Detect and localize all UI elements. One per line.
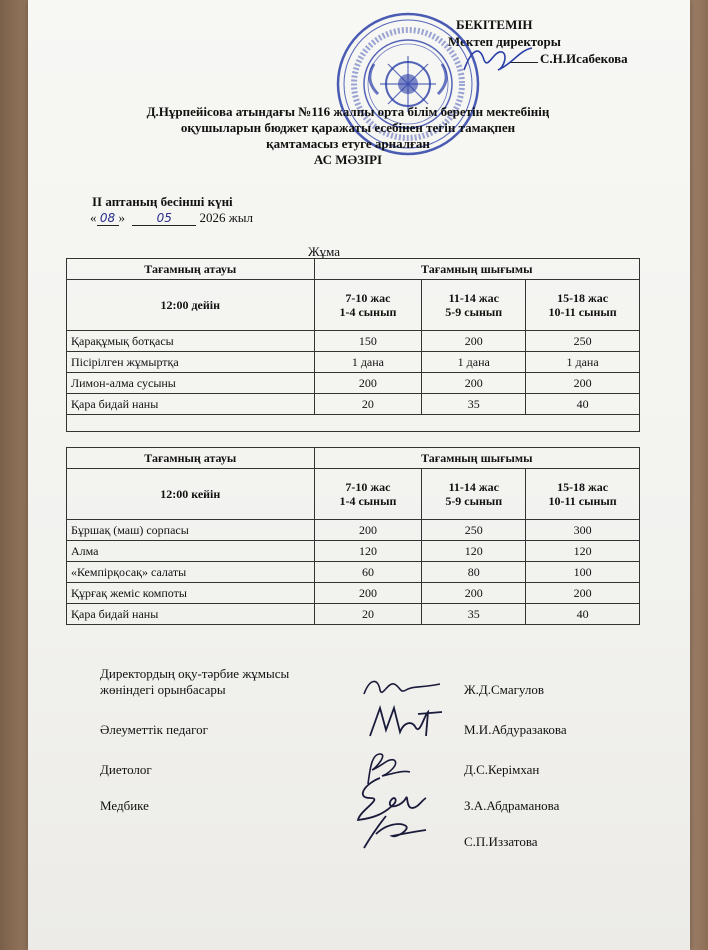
title-line-3: қамтамасыз етуге арналған (266, 136, 430, 151)
table-row: Қарақұмық ботқасы 150 200 250 (67, 331, 640, 352)
signatory-5-name: С.П.Иззатова (464, 834, 538, 849)
meal-time-label: 12:00 кейін (67, 469, 315, 520)
approval-title: БЕКІТЕМІН (456, 17, 533, 32)
date-month: 05 (132, 211, 196, 226)
document-title (88, 104, 608, 168)
age-group-1: 7-10 жас 1-4 сынып (314, 280, 422, 331)
title-line-2: оқушыларын бюджет қаражаты есебінен тегін тамақпен (180, 120, 516, 135)
age-group-3: 15-18 жас 10-11 сынып (526, 469, 640, 520)
signatory-3-role: Диетолог (100, 762, 152, 777)
background-right (688, 0, 708, 950)
title-line-4: АС МӘЗІРІ (313, 152, 383, 167)
signatory-1-name: Ж.Д.Смагулов (464, 682, 544, 697)
age-group-2: 11-14 жас 5-9 сынып (422, 469, 526, 520)
menu-table-before-noon (66, 258, 640, 432)
signatory-4-role: Медбике (100, 798, 149, 813)
signatory-4-name: З.А.Абдраманова (464, 798, 560, 813)
menu-date: « 08 » 05 2026 жыл (90, 210, 253, 225)
menu-table-after-noon (66, 447, 640, 625)
title-line-1: Д.Нұрпейісова атындағы №116 жалпы орта білім беретін мектебінің (146, 104, 550, 119)
week-day-label: II аптаның бесінші күні (92, 194, 233, 209)
header-dish-output: Тағамның шығымы (314, 259, 640, 280)
date-day: 08 (97, 211, 119, 226)
table-row: Қара бидай наны 20 35 40 (67, 394, 640, 415)
signature-izzatova (356, 812, 432, 852)
table-row: Алма 120 120 120 (67, 541, 640, 562)
age-group-1: 7-10 жас 1-4 сынып (314, 469, 422, 520)
table-row: Бұршақ (маш) сорпасы 200 250 300 (67, 520, 640, 541)
table-spacer-row (67, 415, 640, 432)
table-row: Пісірілген жұмыртқа 1 дана 1 дана 1 дана (67, 352, 640, 373)
signature-abdurazakova (364, 702, 444, 742)
table-row: Лимон-алма сусыны 200 200 200 (67, 373, 640, 394)
approval-name: С.Н.Исабекова (448, 50, 628, 67)
age-group-3: 15-18 жас 10-11 сынып (526, 280, 640, 331)
approval-position: Мектеп директоры (448, 34, 561, 49)
signatory-3-name: Д.С.Керімхан (464, 762, 540, 777)
table-row: Құрғақ жеміс компоты 200 200 200 (67, 583, 640, 604)
table-header-row (67, 448, 640, 469)
signatory-2-name: М.И.Абдуразакова (464, 722, 567, 737)
header-dish-name: Тағамның атауы (67, 448, 315, 469)
signatory-1-role: Директордың оқу-тәрбие жұмысы жөніндегі орынбасары (100, 666, 290, 697)
signatory-2-role: Әлеуметтік педагог (100, 722, 208, 737)
background-left (0, 0, 30, 950)
table-row: Қара бидай наны 20 35 40 (67, 604, 640, 625)
header-dish-output: Тағамның шығымы (314, 448, 639, 469)
date-year: 2026 жыл (199, 210, 253, 225)
signature-smagulov (360, 670, 444, 704)
table-header-row (67, 259, 640, 280)
header-dish-name: Тағамның атауы (67, 259, 315, 280)
table-age-row (67, 280, 640, 331)
director-signature (458, 40, 538, 78)
table-age-row (67, 469, 640, 520)
age-group-2: 11-14 жас 5-9 сынып (422, 280, 526, 331)
table-row: «Кемпірқосақ» салаты 60 80 100 (67, 562, 640, 583)
document-sheet (28, 0, 690, 950)
day-name: Жұма (308, 244, 341, 259)
meal-time-label: 12:00 дейін (67, 280, 315, 331)
